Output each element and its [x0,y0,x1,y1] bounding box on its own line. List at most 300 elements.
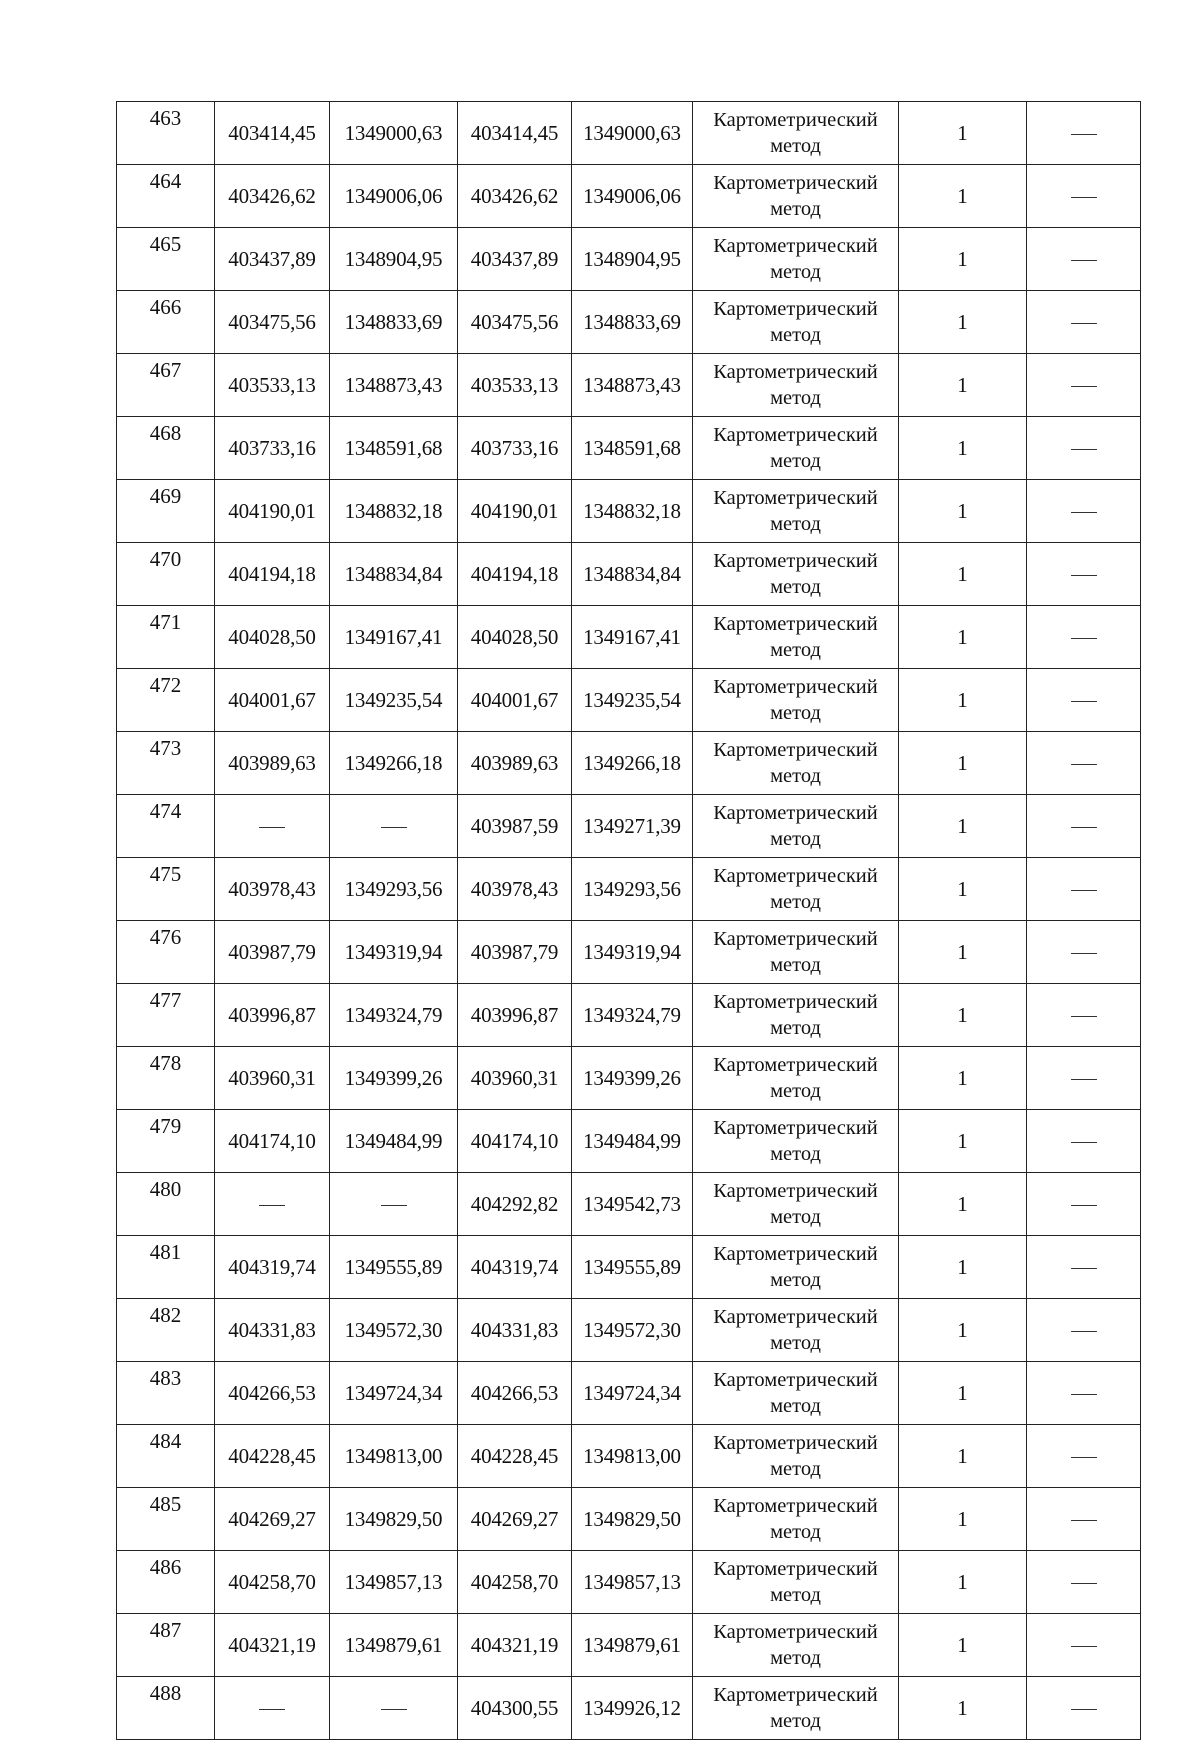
coordinate-y2-cell: 1348591,68 [572,417,693,480]
table-row [117,543,1141,606]
table-row [117,1047,1141,1110]
dash-mark [1071,1709,1097,1710]
accuracy-cell: 1 [899,1551,1027,1614]
point-number-cell: 473 [117,732,215,795]
empty-value-cell [330,1173,458,1236]
coordinate-x1-cell: 403533,13 [215,354,330,417]
method-line-1: Картометрический [713,1054,878,1076]
point-number-cell: 488 [117,1677,215,1740]
table-row [117,1236,1141,1299]
method-line-2: метод [770,1584,821,1606]
coordinate-y1-cell: 1348832,18 [330,480,458,543]
coordinate-y1-cell: 1349484,99 [330,1110,458,1173]
dash-mark [1071,449,1097,450]
method-line-2: метод [770,324,821,346]
method-line-2: метод [770,639,821,661]
accuracy-cell: 1 [899,480,1027,543]
empty-value-cell [330,1677,458,1740]
accuracy-cell: 1 [899,1047,1027,1110]
method-line-2: метод [770,1143,821,1165]
method-line-2: метод [770,1017,821,1039]
point-number-cell: 486 [117,1551,215,1614]
coordinate-y1-cell: 1349724,34 [330,1362,458,1425]
method-line-1: Картометрический [713,235,878,257]
coordinate-x1-cell: 403414,45 [215,102,330,165]
method-line-2: метод [770,387,821,409]
coordinate-y1-cell: 1349266,18 [330,732,458,795]
method-cell [693,921,899,984]
note-cell [1027,291,1141,354]
point-number-cell: 472 [117,669,215,732]
coordinate-x2-cell: 404300,55 [458,1677,572,1740]
dash-mark [1071,1457,1097,1458]
accuracy-cell: 1 [899,732,1027,795]
coordinate-y2-cell: 1349399,26 [572,1047,693,1110]
note-cell [1027,1362,1141,1425]
method-cell [693,1110,899,1173]
note-cell [1027,858,1141,921]
note-cell [1027,606,1141,669]
method-line-2: метод [770,702,821,724]
coordinate-x1-cell: 404269,27 [215,1488,330,1551]
dash-mark [259,1205,285,1206]
table-row [117,858,1141,921]
method-cell [693,165,899,228]
coordinate-y2-cell: 1348904,95 [572,228,693,291]
method-line-2: метод [770,1710,821,1732]
note-cell [1027,165,1141,228]
point-number-cell: 470 [117,543,215,606]
accuracy-cell: 1 [899,1236,1027,1299]
dash-mark [381,1709,407,1710]
accuracy-cell: 1 [899,858,1027,921]
point-number-cell: 468 [117,417,215,480]
coordinate-x2-cell: 403475,56 [458,291,572,354]
method-line-1: Картометрический [713,1117,878,1139]
dash-mark [1071,323,1097,324]
table-row [117,1551,1141,1614]
coordinate-x2-cell: 403978,43 [458,858,572,921]
table-row [117,1110,1141,1173]
method-line-1: Картометрический [713,1558,878,1580]
method-line-1: Картометрический [713,1432,878,1454]
method-cell [693,1551,899,1614]
table-body [117,102,1141,1740]
coordinate-y2-cell: 1348832,18 [572,480,693,543]
table-row [117,228,1141,291]
accuracy-cell: 1 [899,543,1027,606]
method-line-2: метод [770,828,821,850]
coordinate-x2-cell: 404001,67 [458,669,572,732]
coordinate-x1-cell: 404321,19 [215,1614,330,1677]
empty-value-cell [215,1677,330,1740]
note-cell [1027,1110,1141,1173]
dash-mark [1071,764,1097,765]
accuracy-cell: 1 [899,228,1027,291]
method-line-2: метод [770,1269,821,1291]
point-number-cell: 483 [117,1362,215,1425]
method-cell [693,606,899,669]
coordinate-y1-cell: 1349235,54 [330,669,458,732]
note-cell [1027,1614,1141,1677]
coordinate-y1-cell: 1349857,13 [330,1551,458,1614]
point-number-cell: 469 [117,480,215,543]
method-line-1: Картометрический [713,1621,878,1643]
coordinate-y1-cell: 1349829,50 [330,1488,458,1551]
coordinate-y1-cell: 1348833,69 [330,291,458,354]
coordinate-x2-cell: 403960,31 [458,1047,572,1110]
coordinate-y2-cell: 1349235,54 [572,669,693,732]
coordinate-y2-cell: 1349542,73 [572,1173,693,1236]
coordinate-y2-cell: 1348834,84 [572,543,693,606]
dash-mark [1071,1583,1097,1584]
coordinate-x2-cell: 404292,82 [458,1173,572,1236]
coordinate-x1-cell: 403437,89 [215,228,330,291]
method-line-2: метод [770,198,821,220]
coordinate-x1-cell: 404319,74 [215,1236,330,1299]
point-number-cell: 487 [117,1614,215,1677]
accuracy-cell: 1 [899,1173,1027,1236]
coordinate-y1-cell: 1348591,68 [330,417,458,480]
accuracy-cell: 1 [899,1488,1027,1551]
dash-mark [1071,1646,1097,1647]
method-line-1: Картометрический [713,991,878,1013]
method-cell [693,984,899,1047]
accuracy-cell: 1 [899,1614,1027,1677]
accuracy-cell: 1 [899,291,1027,354]
coordinate-x2-cell: 404269,27 [458,1488,572,1551]
note-cell [1027,1551,1141,1614]
dash-mark [1071,953,1097,954]
table-row [117,1299,1141,1362]
coordinate-y2-cell: 1349271,39 [572,795,693,858]
dash-mark [1071,1142,1097,1143]
coordinate-x2-cell: 404190,01 [458,480,572,543]
table-row [117,1173,1141,1236]
method-line-2: метод [770,513,821,535]
table-row [117,1362,1141,1425]
coordinate-y2-cell: 1349829,50 [572,1488,693,1551]
note-cell [1027,417,1141,480]
accuracy-cell: 1 [899,1362,1027,1425]
method-cell [693,1299,899,1362]
point-number-cell: 466 [117,291,215,354]
table-row [117,1488,1141,1551]
coordinate-x2-cell: 404228,45 [458,1425,572,1488]
method-line-2: метод [770,261,821,283]
coordinate-x2-cell: 403426,62 [458,165,572,228]
coordinate-x2-cell: 403989,63 [458,732,572,795]
note-cell [1027,1299,1141,1362]
method-line-1: Картометрический [713,1243,878,1265]
method-line-2: метод [770,1206,821,1228]
table-row [117,1614,1141,1677]
coordinate-y1-cell: 1349813,00 [330,1425,458,1488]
note-cell [1027,543,1141,606]
coordinate-y2-cell: 1349324,79 [572,984,693,1047]
dash-mark [1071,386,1097,387]
point-number-cell: 465 [117,228,215,291]
point-number-cell: 476 [117,921,215,984]
coordinate-x2-cell: 404194,18 [458,543,572,606]
note-cell [1027,480,1141,543]
coordinate-y2-cell: 1349857,13 [572,1551,693,1614]
coordinate-y1-cell: 1349324,79 [330,984,458,1047]
coordinate-x2-cell: 403987,59 [458,795,572,858]
method-line-2: метод [770,891,821,913]
note-cell [1027,228,1141,291]
method-line-1: Картометрический [713,361,878,383]
point-number-cell: 471 [117,606,215,669]
empty-value-cell [215,795,330,858]
coordinate-y2-cell: 1349813,00 [572,1425,693,1488]
method-line-2: метод [770,1080,821,1102]
coordinate-x1-cell: 403996,87 [215,984,330,1047]
dash-mark [1071,134,1097,135]
note-cell [1027,921,1141,984]
method-line-1: Картометрический [713,739,878,761]
coordinate-y2-cell: 1349879,61 [572,1614,693,1677]
method-line-1: Картометрический [713,613,878,635]
point-number-cell: 479 [117,1110,215,1173]
point-number-cell: 484 [117,1425,215,1488]
dash-mark [1071,197,1097,198]
dash-mark [381,1205,407,1206]
coordinate-x1-cell: 404258,70 [215,1551,330,1614]
method-line-2: метод [770,765,821,787]
method-line-1: Картометрический [713,109,878,131]
dash-mark [1071,638,1097,639]
point-number-cell: 480 [117,1173,215,1236]
method-line-1: Картометрический [713,676,878,698]
method-cell [693,858,899,921]
method-cell [693,480,899,543]
method-cell [693,1173,899,1236]
coordinate-x1-cell: 404190,01 [215,480,330,543]
accuracy-cell: 1 [899,165,1027,228]
accuracy-cell: 1 [899,795,1027,858]
coordinate-x1-cell: 403987,79 [215,921,330,984]
dash-mark [1071,260,1097,261]
accuracy-cell: 1 [899,669,1027,732]
method-line-1: Картометрический [713,298,878,320]
coordinate-y2-cell: 1349319,94 [572,921,693,984]
coordinate-y1-cell: 1349572,30 [330,1299,458,1362]
coordinate-x1-cell: 403989,63 [215,732,330,795]
dash-mark [1071,1205,1097,1206]
method-cell [693,669,899,732]
coordinate-y2-cell: 1349167,41 [572,606,693,669]
point-number-cell: 478 [117,1047,215,1110]
method-line-1: Картометрический [713,928,878,950]
table-row [117,921,1141,984]
method-line-1: Картометрический [713,172,878,194]
method-cell [693,795,899,858]
coordinate-x1-cell: 403426,62 [215,165,330,228]
dash-mark [1071,890,1097,891]
method-line-2: метод [770,1521,821,1543]
method-line-1: Картометрический [713,1369,878,1391]
coordinate-x2-cell: 404028,50 [458,606,572,669]
coordinate-x1-cell: 403475,56 [215,291,330,354]
method-cell [693,228,899,291]
accuracy-cell: 1 [899,1677,1027,1740]
table-row [117,165,1141,228]
method-line-1: Картометрический [713,1306,878,1328]
coordinate-x2-cell: 404319,74 [458,1236,572,1299]
method-line-1: Картометрический [713,424,878,446]
coordinate-x1-cell: 404194,18 [215,543,330,606]
table-row [117,1425,1141,1488]
coordinate-y1-cell: 1349167,41 [330,606,458,669]
table-row [117,291,1141,354]
accuracy-cell: 1 [899,606,1027,669]
table-row [117,354,1141,417]
point-number-cell: 464 [117,165,215,228]
coordinate-x2-cell: 404331,83 [458,1299,572,1362]
method-cell [693,732,899,795]
dash-mark [1071,1268,1097,1269]
method-line-2: метод [770,1458,821,1480]
coordinate-x2-cell: 403987,79 [458,921,572,984]
point-number-cell: 463 [117,102,215,165]
coordinate-x2-cell: 403437,89 [458,228,572,291]
point-number-cell: 481 [117,1236,215,1299]
note-cell [1027,354,1141,417]
method-line-1: Картометрический [713,802,878,824]
note-cell [1027,1488,1141,1551]
method-cell [693,291,899,354]
coordinates-table [116,101,1141,1740]
accuracy-cell: 1 [899,1299,1027,1362]
method-line-1: Картометрический [713,1684,878,1706]
accuracy-cell: 1 [899,921,1027,984]
method-line-1: Картометрический [713,487,878,509]
method-line-2: метод [770,1647,821,1669]
accuracy-cell: 1 [899,984,1027,1047]
method-cell [693,1362,899,1425]
table-row [117,417,1141,480]
method-line-2: метод [770,1332,821,1354]
method-line-2: метод [770,1395,821,1417]
coordinate-y1-cell: 1348873,43 [330,354,458,417]
table-row [117,669,1141,732]
note-cell [1027,984,1141,1047]
coordinate-x1-cell: 404266,53 [215,1362,330,1425]
coordinate-y1-cell: 1349000,63 [330,102,458,165]
table-row [117,480,1141,543]
coordinate-x2-cell: 404258,70 [458,1551,572,1614]
coordinate-y2-cell: 1349293,56 [572,858,693,921]
method-cell [693,1677,899,1740]
coordinate-x2-cell: 403414,45 [458,102,572,165]
note-cell [1027,732,1141,795]
table-row [117,795,1141,858]
dash-mark [1071,1331,1097,1332]
coordinate-x2-cell: 403996,87 [458,984,572,1047]
coordinate-x2-cell: 404174,10 [458,1110,572,1173]
accuracy-cell: 1 [899,1110,1027,1173]
dash-mark [1071,575,1097,576]
dash-mark [1071,1016,1097,1017]
empty-value-cell [330,795,458,858]
dash-mark [1071,701,1097,702]
coordinate-y1-cell: 1349399,26 [330,1047,458,1110]
coordinate-x1-cell: 403733,16 [215,417,330,480]
coordinate-y2-cell: 1349266,18 [572,732,693,795]
coordinate-x2-cell: 404266,53 [458,1362,572,1425]
coordinate-y2-cell: 1349000,63 [572,102,693,165]
coordinate-x1-cell: 403960,31 [215,1047,330,1110]
accuracy-cell: 1 [899,354,1027,417]
coordinate-x1-cell: 403978,43 [215,858,330,921]
coordinate-y1-cell: 1349319,94 [330,921,458,984]
coordinate-x2-cell: 403533,13 [458,354,572,417]
dash-mark [1071,512,1097,513]
method-cell [693,1614,899,1677]
point-number-cell: 474 [117,795,215,858]
method-line-2: метод [770,450,821,472]
method-cell [693,1425,899,1488]
note-cell [1027,1236,1141,1299]
method-cell [693,1236,899,1299]
method-line-2: метод [770,135,821,157]
point-number-cell: 482 [117,1299,215,1362]
coordinate-y1-cell: 1349555,89 [330,1236,458,1299]
method-line-2: метод [770,954,821,976]
coordinate-x2-cell: 403733,16 [458,417,572,480]
point-number-cell: 477 [117,984,215,1047]
coordinate-y2-cell: 1349926,12 [572,1677,693,1740]
table-row [117,1677,1141,1740]
method-line-2: метод [770,576,821,598]
coordinate-y2-cell: 1349555,89 [572,1236,693,1299]
note-cell [1027,669,1141,732]
coordinate-y1-cell: 1349006,06 [330,165,458,228]
coordinate-y2-cell: 1349484,99 [572,1110,693,1173]
method-line-1: Картометрический [713,1495,878,1517]
note-cell [1027,1047,1141,1110]
coordinate-x1-cell: 404001,67 [215,669,330,732]
coordinate-y1-cell: 1349293,56 [330,858,458,921]
coordinate-x1-cell: 404028,50 [215,606,330,669]
table-row [117,606,1141,669]
note-cell [1027,102,1141,165]
dash-mark [259,1709,285,1710]
method-cell [693,417,899,480]
coordinate-y2-cell: 1349006,06 [572,165,693,228]
note-cell [1027,1677,1141,1740]
dash-mark [259,827,285,828]
accuracy-cell: 1 [899,1425,1027,1488]
method-cell [693,102,899,165]
coordinate-x1-cell: 404331,83 [215,1299,330,1362]
dash-mark [381,827,407,828]
coordinate-y2-cell: 1348833,69 [572,291,693,354]
coordinate-y1-cell: 1348834,84 [330,543,458,606]
dash-mark [1071,1394,1097,1395]
table-row [117,984,1141,1047]
method-cell [693,354,899,417]
coordinate-y1-cell: 1349879,61 [330,1614,458,1677]
empty-value-cell [215,1173,330,1236]
method-line-1: Картометрический [713,550,878,572]
coordinate-y2-cell: 1349572,30 [572,1299,693,1362]
dash-mark [1071,1520,1097,1521]
table-row [117,732,1141,795]
note-cell [1027,1425,1141,1488]
point-number-cell: 485 [117,1488,215,1551]
